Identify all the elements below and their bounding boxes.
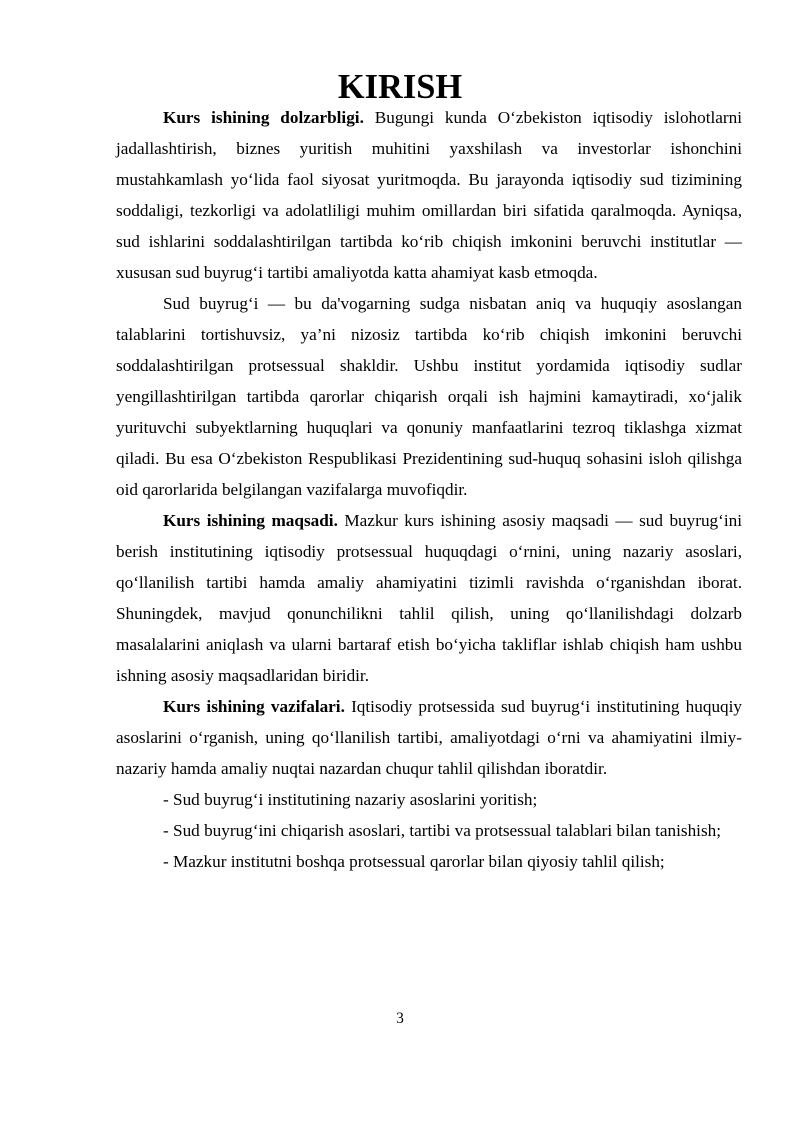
body-text (116, 102, 742, 877)
paragraph-lead: Kurs ishining maqsadi. (163, 511, 338, 530)
paragraph-definition (116, 288, 742, 505)
list-item (116, 784, 742, 815)
paragraph-lead: Kurs ishining vazifalari. (163, 697, 345, 716)
paragraph-text: Mazkur kurs ishining asosiy maqsadi — sud buyrug‘ini berish institutining iqtisodiy protsessual huquqdagi o‘rnini, uning nazariy asoslari, qo‘llanilish tartibi hamda amaliy ahamiyatini tizimli ravishda o‘rganishdan iborat. Shuningdek, mavjud qonunchilikni tahlil qilish, uning qo‘llanilishdagi dolzarb masalalarini aniqlash va ularni bartaraf etish bo‘yicha takliflar ishlab chiqish ham ushbu ishning asosiy maqsadlaridan biridir. (116, 511, 742, 685)
list-item (116, 846, 742, 877)
paragraph-goal (116, 505, 742, 691)
list-item (116, 815, 742, 846)
paragraph-lead: Kurs ishining dolzarbligi. (163, 108, 364, 127)
paragraph-tasks (116, 691, 742, 784)
page-number: 3 (396, 1010, 404, 1027)
list-item-text: - Mazkur institutni boshqa protsessual qarorlar bilan qiyosiy tahlil qilish; (163, 852, 665, 871)
paragraph-relevance (116, 102, 742, 288)
section-heading: KIRISH (337, 68, 463, 106)
list-item-text: - Sud buyrug‘ini chiqarish asoslari, tartibi va protsessual talablari bilan tanishish; (163, 821, 722, 840)
list-item-text: - Sud buyrug‘i institutining nazariy asoslarini yoritish; (163, 790, 538, 809)
paragraph-text: Bugungi kunda O‘zbekiston iqtisodiy islohotlarni jadallashtirish, biznes yuritish muhitini yaxshilash va investorlar ishonchini mustahkamlash yo‘lida faol siyosat yuritmoqda. Bu jarayonda iqtisodiy sud tizimining soddaligi, tezkorligi va adolatliligi muhim omillardan biri sifatida qaralmoqda. Ayniqsa, sud ishlarini soddalashtirilgan tartibda ko‘rib chiqish imkonini beruvchi institutlar — xususan sud buyrug‘i tartibi amaliyotda katta ahamiyat kasb etmoqda. (116, 108, 742, 282)
paragraph-text: Sud buyrug‘i — bu da'vogarning sudga nisbatan aniq va huquqiy asoslangan talablarini tortishuvsiz, ya’ni nizosiz tartibda ko‘rib chiqish imkonini beruvchi soddalashtirilgan protsessual shakldir. Ushbu institut yordamida iqtisodiy sudlar yengillashtirilgan tartibda qarorlar chiqarish orqali ish hajmini kamaytiradi, xo‘jalik yurituvchi subyektlarning huquqlari va qonuniy manfaatlarini tezroq tiklashga xizmat qiladi. Bu esa O‘zbekiston Respublikasi Prezidentining sud-huquq sohasini isloh qilishga oid qarorlarida belgilangan vazifalarga muvofiqdir. (116, 294, 742, 499)
paragraph-text: Iqtisodiy protsessida sud buyrug‘i institutining huquqiy asoslarini o‘rganish, uning qo‘llanilish tartibi, amaliyotdagi o‘rni va ahamiyatini ilmiy-nazariy hamda amaliy nuqtai nazardan chuqur tahlil qilishdan iboratdir. (116, 697, 742, 778)
